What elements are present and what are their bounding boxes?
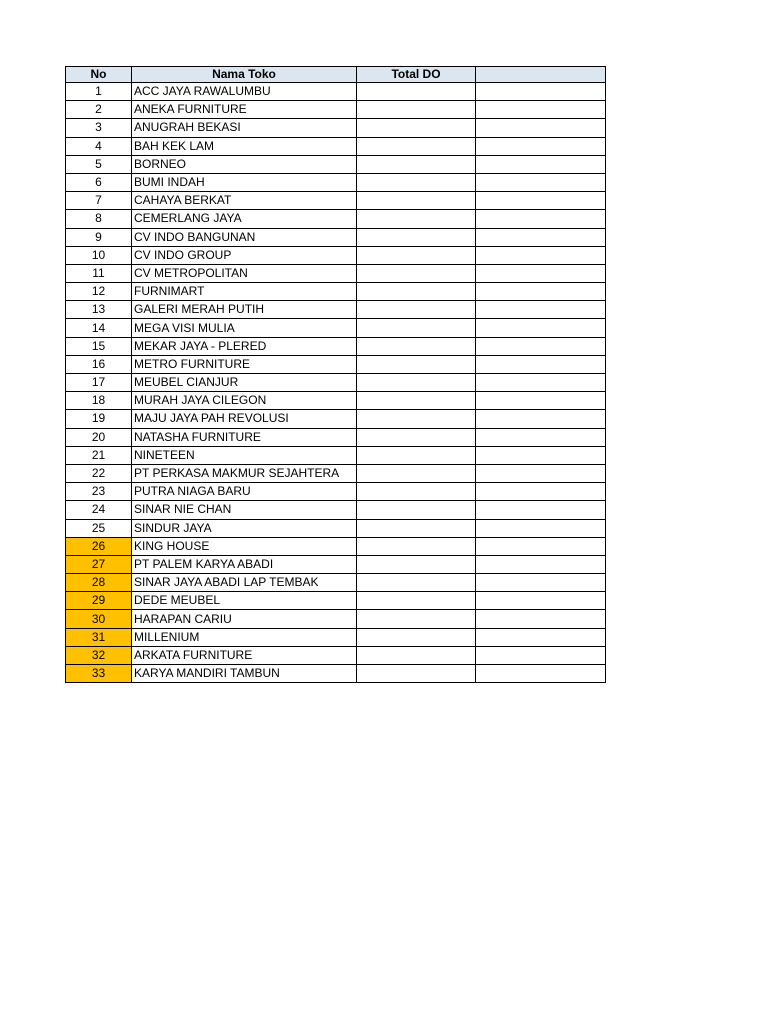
cell-total-do[interactable] — [357, 173, 476, 191]
cell-nama-toko[interactable]: HARAPAN CARIU — [132, 610, 357, 628]
cell-total-do[interactable] — [357, 519, 476, 537]
cell-no[interactable]: 18 — [66, 392, 132, 410]
table-row — [66, 610, 606, 628]
cell-no[interactable]: 28 — [66, 574, 132, 592]
store-table — [65, 66, 606, 683]
cell-extra[interactable] — [476, 555, 606, 573]
cell-no[interactable]: 14 — [66, 319, 132, 337]
table-row — [66, 246, 606, 264]
table-row — [66, 428, 606, 446]
cell-extra[interactable] — [476, 646, 606, 664]
cell-total-do[interactable] — [357, 301, 476, 319]
cell-no[interactable]: 7 — [66, 192, 132, 210]
cell-total-do[interactable] — [357, 101, 476, 119]
cell-nama-toko[interactable]: ACC JAYA RAWALUMBU — [132, 83, 357, 101]
cell-total-do[interactable] — [357, 137, 476, 155]
table-row — [66, 192, 606, 210]
cell-extra[interactable] — [476, 228, 606, 246]
cell-nama-toko[interactable]: METRO FURNITURE — [132, 355, 357, 373]
cell-extra[interactable] — [476, 355, 606, 373]
cell-nama-toko[interactable]: SINAR JAYA ABADI LAP TEMBAK — [132, 574, 357, 592]
cell-total-do[interactable] — [357, 574, 476, 592]
table-row — [66, 119, 606, 137]
cell-total-do[interactable] — [357, 592, 476, 610]
cell-extra[interactable] — [476, 119, 606, 137]
table-row — [66, 283, 606, 301]
cell-no[interactable]: 24 — [66, 501, 132, 519]
cell-extra[interactable] — [476, 501, 606, 519]
table-row — [66, 592, 606, 610]
cell-total-do[interactable] — [357, 392, 476, 410]
cell-extra[interactable] — [476, 610, 606, 628]
cell-extra[interactable] — [476, 264, 606, 282]
table-row — [66, 483, 606, 501]
header-total-do[interactable]: Total DO — [357, 67, 476, 83]
cell-total-do[interactable] — [357, 355, 476, 373]
cell-no[interactable]: 9 — [66, 228, 132, 246]
cell-no[interactable]: 26 — [66, 537, 132, 555]
cell-nama-toko[interactable]: MEUBEL CIANJUR — [132, 374, 357, 392]
cell-no[interactable]: 16 — [66, 355, 132, 373]
cell-no[interactable]: 8 — [66, 210, 132, 228]
header-no[interactable]: No — [66, 67, 132, 83]
table-row — [66, 555, 606, 573]
cell-total-do[interactable] — [357, 319, 476, 337]
cell-extra[interactable] — [476, 173, 606, 191]
table-row — [66, 501, 606, 519]
cell-nama-toko[interactable]: MURAH JAYA CILEGON — [132, 392, 357, 410]
cell-total-do[interactable] — [357, 283, 476, 301]
cell-no[interactable]: 27 — [66, 555, 132, 573]
cell-extra[interactable] — [476, 410, 606, 428]
cell-total-do[interactable] — [357, 428, 476, 446]
table-row — [66, 464, 606, 482]
cell-total-do[interactable] — [357, 192, 476, 210]
cell-no[interactable]: 11 — [66, 264, 132, 282]
cell-no[interactable]: 33 — [66, 665, 132, 683]
cell-extra[interactable] — [476, 337, 606, 355]
cell-extra[interactable] — [476, 392, 606, 410]
cell-nama-toko[interactable]: KARYA MANDIRI TAMBUN — [132, 665, 357, 683]
cell-extra[interactable] — [476, 592, 606, 610]
table-row — [66, 264, 606, 282]
cell-nama-toko[interactable]: MEGA VISI MULIA — [132, 319, 357, 337]
cell-nama-toko[interactable]: BAH KEK LAM — [132, 137, 357, 155]
table-row — [66, 301, 606, 319]
table-row — [66, 319, 606, 337]
table-row — [66, 537, 606, 555]
cell-extra[interactable] — [476, 155, 606, 173]
cell-extra[interactable] — [476, 519, 606, 537]
cell-no[interactable]: 19 — [66, 410, 132, 428]
table-row — [66, 337, 606, 355]
table-body — [66, 83, 606, 683]
cell-no[interactable]: 6 — [66, 173, 132, 191]
table-row — [66, 574, 606, 592]
cell-nama-toko[interactable]: ANUGRAH BEKASI — [132, 119, 357, 137]
cell-extra[interactable] — [476, 101, 606, 119]
table-row — [66, 355, 606, 373]
cell-total-do[interactable] — [357, 628, 476, 646]
cell-total-do[interactable] — [357, 610, 476, 628]
cell-no[interactable]: 32 — [66, 646, 132, 664]
cell-nama-toko[interactable]: CV INDO BANGUNAN — [132, 228, 357, 246]
cell-nama-toko[interactable]: CEMERLANG JAYA — [132, 210, 357, 228]
table-row — [66, 519, 606, 537]
cell-extra[interactable] — [476, 628, 606, 646]
cell-no[interactable]: 20 — [66, 428, 132, 446]
header-nama-toko[interactable]: Nama Toko — [132, 67, 357, 83]
cell-extra[interactable] — [476, 374, 606, 392]
table-row — [66, 155, 606, 173]
cell-nama-toko[interactable]: ANEKA FURNITURE — [132, 101, 357, 119]
cell-nama-toko[interactable]: BORNEO — [132, 155, 357, 173]
cell-no[interactable]: 13 — [66, 301, 132, 319]
cell-extra[interactable] — [476, 283, 606, 301]
cell-total-do[interactable] — [357, 210, 476, 228]
cell-no[interactable]: 10 — [66, 246, 132, 264]
cell-total-do[interactable] — [357, 155, 476, 173]
table-row — [66, 646, 606, 664]
cell-no[interactable]: 25 — [66, 519, 132, 537]
cell-no[interactable]: 1 — [66, 83, 132, 101]
table-row — [66, 83, 606, 101]
cell-extra[interactable] — [476, 301, 606, 319]
table-row — [66, 137, 606, 155]
cell-total-do[interactable] — [357, 646, 476, 664]
cell-nama-toko[interactable]: PT PALEM KARYA ABADI — [132, 555, 357, 573]
cell-extra[interactable] — [476, 464, 606, 482]
table-row — [66, 228, 606, 246]
cell-nama-toko[interactable]: MAJU JAYA PAH REVOLUSI — [132, 410, 357, 428]
cell-extra[interactable] — [476, 483, 606, 501]
cell-no[interactable]: 5 — [66, 155, 132, 173]
cell-total-do[interactable] — [357, 246, 476, 264]
cell-total-do[interactable] — [357, 410, 476, 428]
cell-nama-toko[interactable]: CV INDO GROUP — [132, 246, 357, 264]
cell-extra[interactable] — [476, 428, 606, 446]
cell-nama-toko[interactable]: CAHAYA BERKAT — [132, 192, 357, 210]
cell-total-do[interactable] — [357, 83, 476, 101]
cell-no[interactable]: 29 — [66, 592, 132, 610]
cell-extra[interactable] — [476, 246, 606, 264]
cell-nama-toko[interactable]: MILLENIUM — [132, 628, 357, 646]
cell-nama-toko[interactable]: PUTRA NIAGA BARU — [132, 483, 357, 501]
cell-extra[interactable] — [476, 665, 606, 683]
table-row — [66, 210, 606, 228]
cell-total-do[interactable] — [357, 483, 476, 501]
cell-no[interactable]: 17 — [66, 374, 132, 392]
cell-nama-toko[interactable]: NATASHA FURNITURE — [132, 428, 357, 446]
cell-extra[interactable] — [476, 446, 606, 464]
cell-extra[interactable] — [476, 574, 606, 592]
cell-total-do[interactable] — [357, 228, 476, 246]
cell-no[interactable]: 30 — [66, 610, 132, 628]
cell-total-do[interactable] — [357, 264, 476, 282]
table-row — [66, 173, 606, 191]
cell-nama-toko[interactable]: SINAR NIE CHAN — [132, 501, 357, 519]
cell-no[interactable]: 23 — [66, 483, 132, 501]
cell-nama-toko[interactable]: DEDE MEUBEL — [132, 592, 357, 610]
table-row — [66, 628, 606, 646]
cell-total-do[interactable] — [357, 446, 476, 464]
cell-nama-toko[interactable]: SINDUR JAYA — [132, 519, 357, 537]
cell-total-do[interactable] — [357, 374, 476, 392]
cell-nama-toko[interactable]: FURNIMART — [132, 283, 357, 301]
cell-no[interactable]: 2 — [66, 101, 132, 119]
table-row — [66, 410, 606, 428]
cell-extra[interactable] — [476, 319, 606, 337]
cell-nama-toko[interactable]: PT PERKASA MAKMUR SEJAHTERA — [132, 464, 357, 482]
table-row — [66, 101, 606, 119]
cell-nama-toko[interactable]: NINETEEN — [132, 446, 357, 464]
cell-no[interactable]: 31 — [66, 628, 132, 646]
cell-total-do[interactable] — [357, 119, 476, 137]
cell-nama-toko[interactable]: ARKATA FURNITURE — [132, 646, 357, 664]
table-row — [66, 665, 606, 683]
header-row — [66, 67, 606, 83]
cell-extra[interactable] — [476, 192, 606, 210]
cell-nama-toko[interactable]: GALERI MERAH PUTIH — [132, 301, 357, 319]
cell-no[interactable]: 12 — [66, 283, 132, 301]
table-row — [66, 392, 606, 410]
cell-no[interactable]: 4 — [66, 137, 132, 155]
cell-total-do[interactable] — [357, 537, 476, 555]
cell-total-do[interactable] — [357, 665, 476, 683]
cell-extra[interactable] — [476, 137, 606, 155]
cell-no[interactable]: 15 — [66, 337, 132, 355]
header-extra[interactable] — [476, 67, 606, 83]
cell-nama-toko[interactable]: BUMI INDAH — [132, 173, 357, 191]
cell-extra[interactable] — [476, 210, 606, 228]
cell-total-do[interactable] — [357, 555, 476, 573]
cell-nama-toko[interactable]: MEKAR JAYA - PLERED — [132, 337, 357, 355]
cell-no[interactable]: 21 — [66, 446, 132, 464]
table-row — [66, 446, 606, 464]
cell-no[interactable]: 22 — [66, 464, 132, 482]
cell-extra[interactable] — [476, 537, 606, 555]
cell-nama-toko[interactable]: KING HOUSE — [132, 537, 357, 555]
cell-total-do[interactable] — [357, 501, 476, 519]
cell-total-do[interactable] — [357, 464, 476, 482]
table-row — [66, 374, 606, 392]
cell-extra[interactable] — [476, 83, 606, 101]
cell-nama-toko[interactable]: CV METROPOLITAN — [132, 264, 357, 282]
cell-no[interactable]: 3 — [66, 119, 132, 137]
cell-total-do[interactable] — [357, 337, 476, 355]
